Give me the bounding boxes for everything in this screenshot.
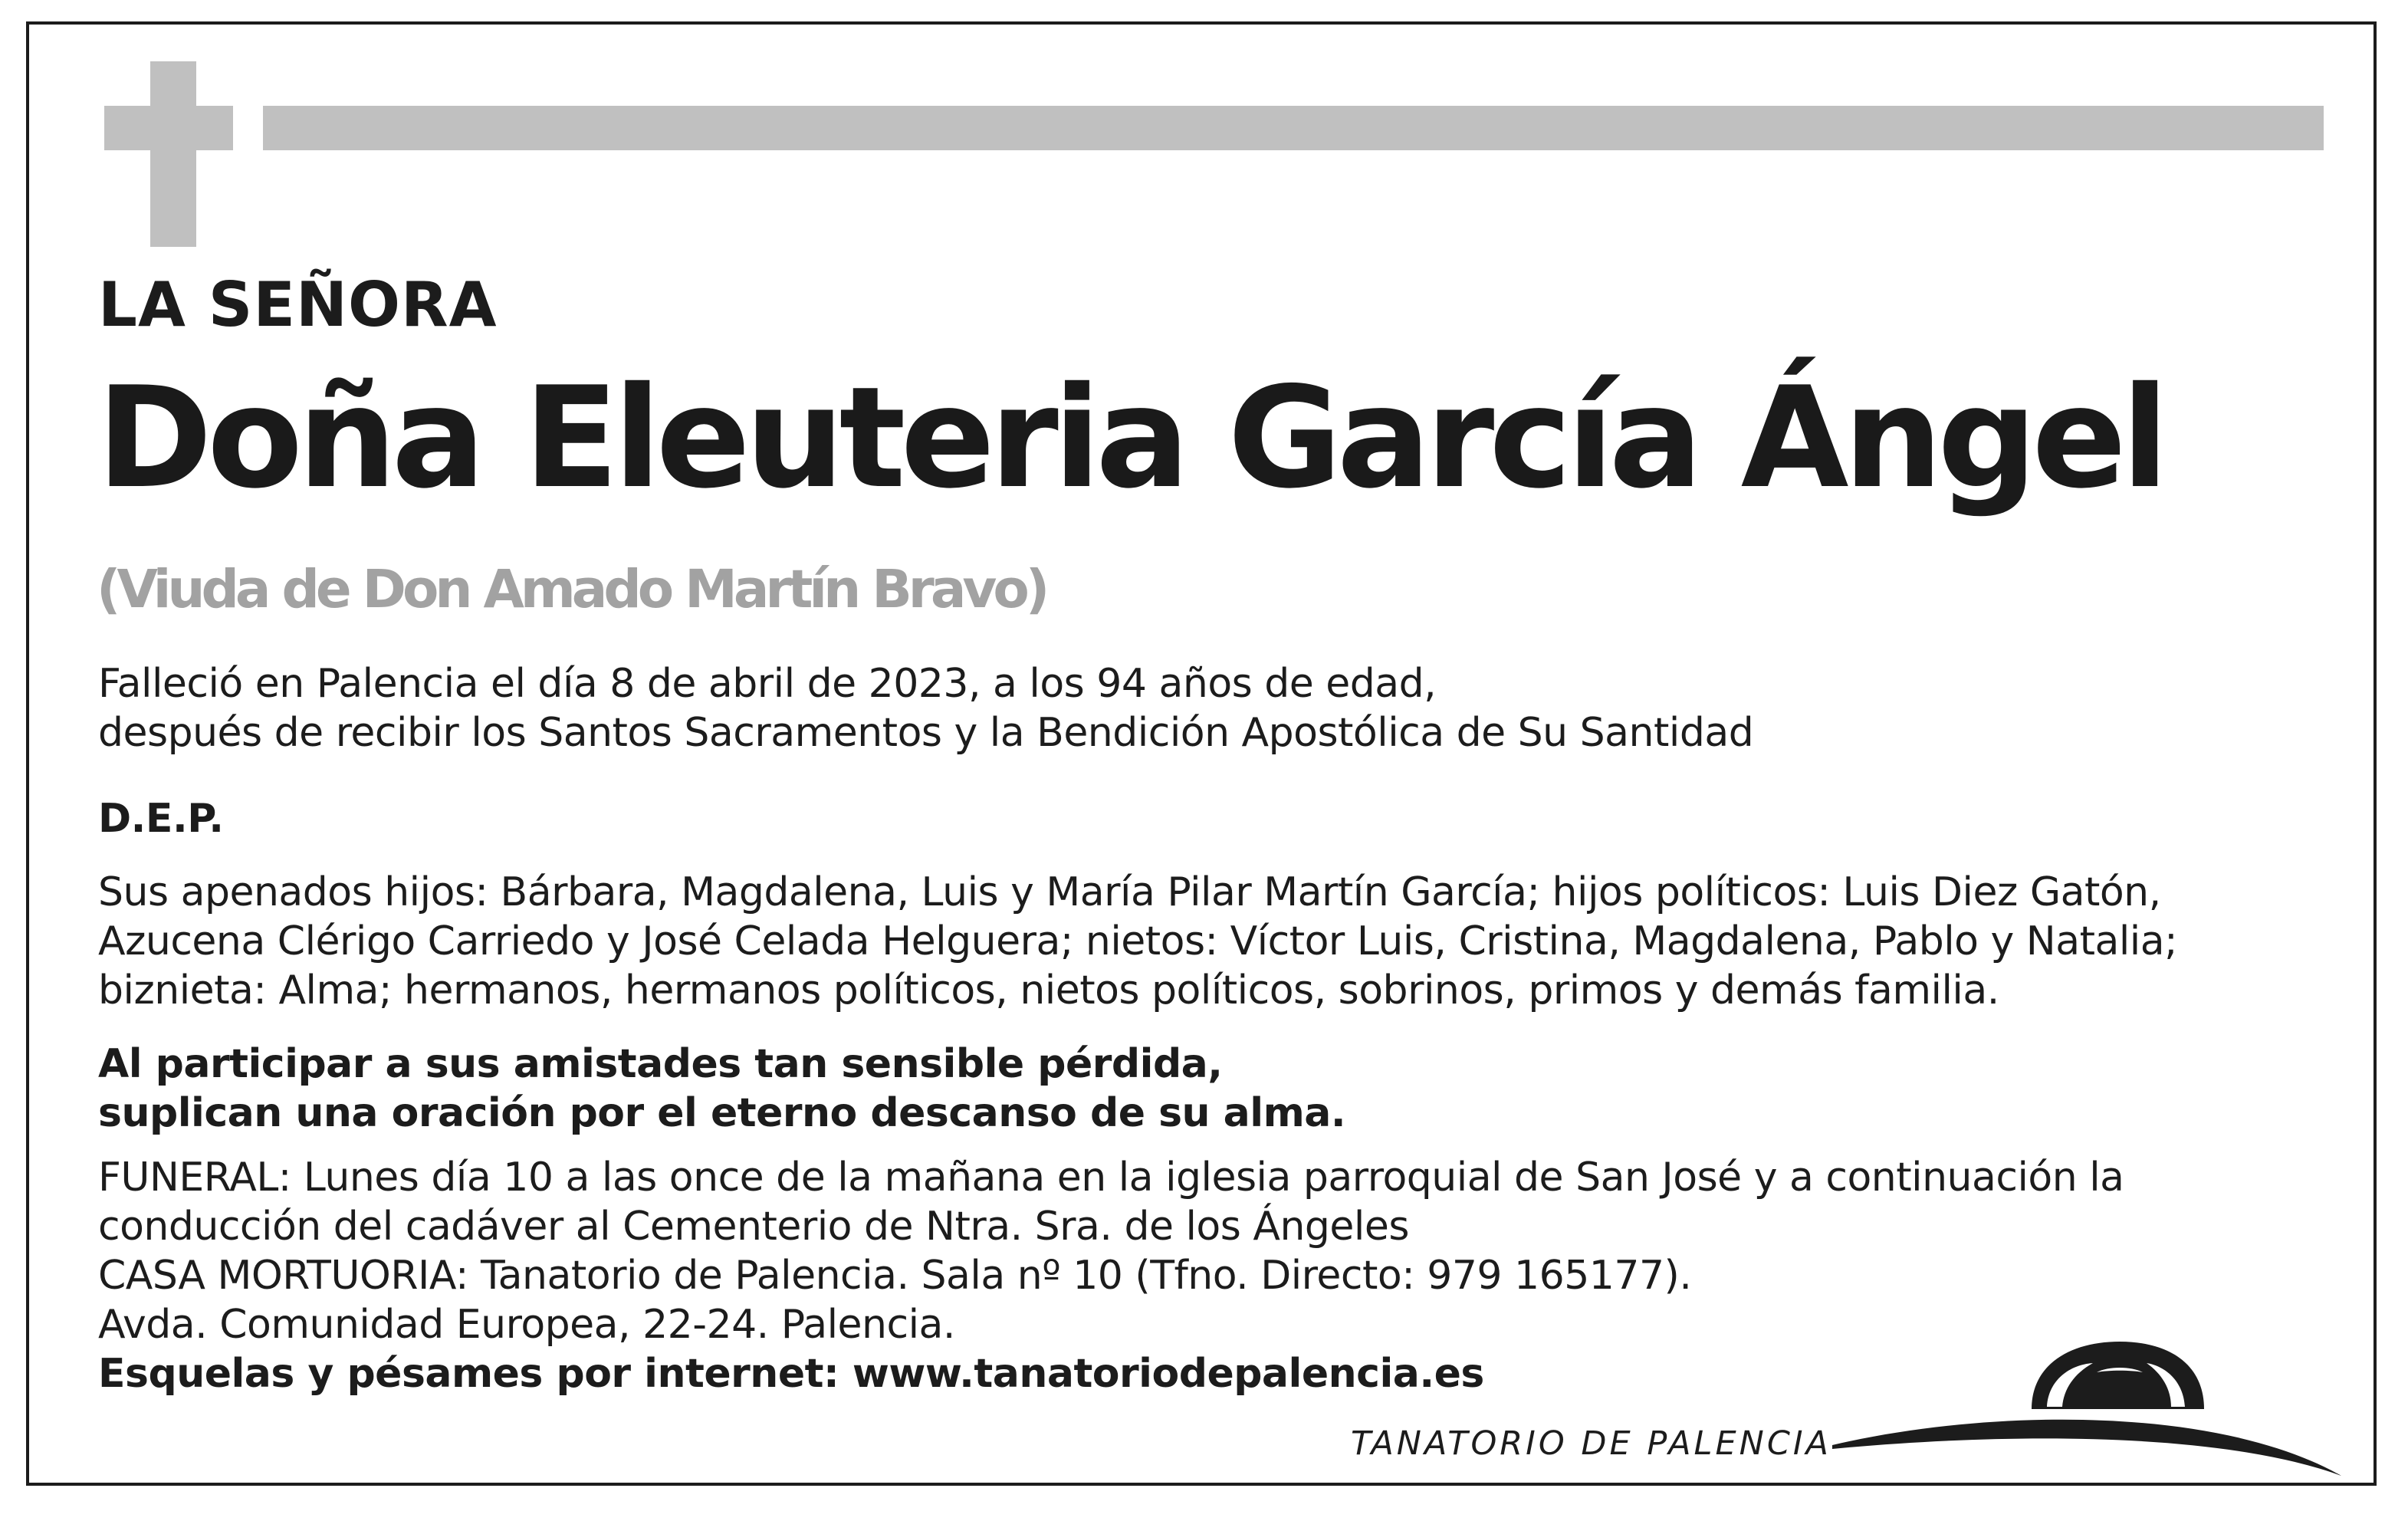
notice-heading: LA SEÑORA: [98, 269, 498, 340]
tanatorio-dome-icon: [1817, 1319, 2354, 1480]
death-details-line: después de recibir los Santos Sacramentos y la Bendición Apostólica de Su Santidad: [98, 710, 1754, 756]
web-link[interactable]: Esquelas y pésames por internet: www.tanatoriodepalencia.es: [98, 1351, 1484, 1397]
cross-icon: [150, 61, 196, 247]
cross-icon-crossbar: [104, 106, 233, 150]
family-line: Sus apenados hijos: Bárbara, Magdalena, Luis y María Pilar Martín García; hijos políticos: Luis Diez Gatón,: [98, 869, 2161, 915]
family-list: [98, 868, 2177, 1015]
header-bar: [263, 106, 2324, 150]
logo-text: TANATORIO DE PALENCIA: [1351, 1424, 1831, 1463]
funeral-line: conducción del cadáver al Cementerio de Ntra. Sra. de los Ángeles: [98, 1204, 1409, 1250]
funeral-line: Avda. Comunidad Europea, 22-24. Palencia.: [98, 1302, 955, 1348]
prayer-request: [98, 1040, 1345, 1138]
death-details-line: Falleció en Palencia el día 8 de abril de 2023, a los 94 años de edad,: [98, 661, 1437, 707]
deceased-name: Doña Eleuteria García Ángel: [97, 356, 2164, 519]
prayer-request-line: Al participar a sus amistades tan sensible pérdida,: [98, 1041, 1223, 1087]
family-line: Azucena Clérigo Carriedo y José Celada Helguera; nietos: Víctor Luis, Cristina, Magdalena, Pablo y Natalia;: [98, 918, 2178, 964]
family-line: biznieta: Alma; hermanos, hermanos políticos, nietos políticos, sobrinos, primos y demás familia.: [98, 967, 1999, 1013]
funeral-line: FUNERAL: Lunes día 10 a las once de la mañana en la iglesia parroquial de San José y a continuación la: [98, 1155, 2124, 1201]
funeral-line: CASA MORTUORIA: Tanatorio de Palencia. Sala nº 10 (Tfno. Directo: 979 165177).: [98, 1253, 1692, 1299]
prayer-request-line: suplican una oración por el eterno descanso de su alma.: [98, 1090, 1346, 1136]
widow-of-line: (Viuda de Don Amado Martín Bravo): [97, 559, 1046, 620]
rip-label: D.E.P.: [98, 796, 224, 842]
death-details: [98, 659, 1753, 757]
